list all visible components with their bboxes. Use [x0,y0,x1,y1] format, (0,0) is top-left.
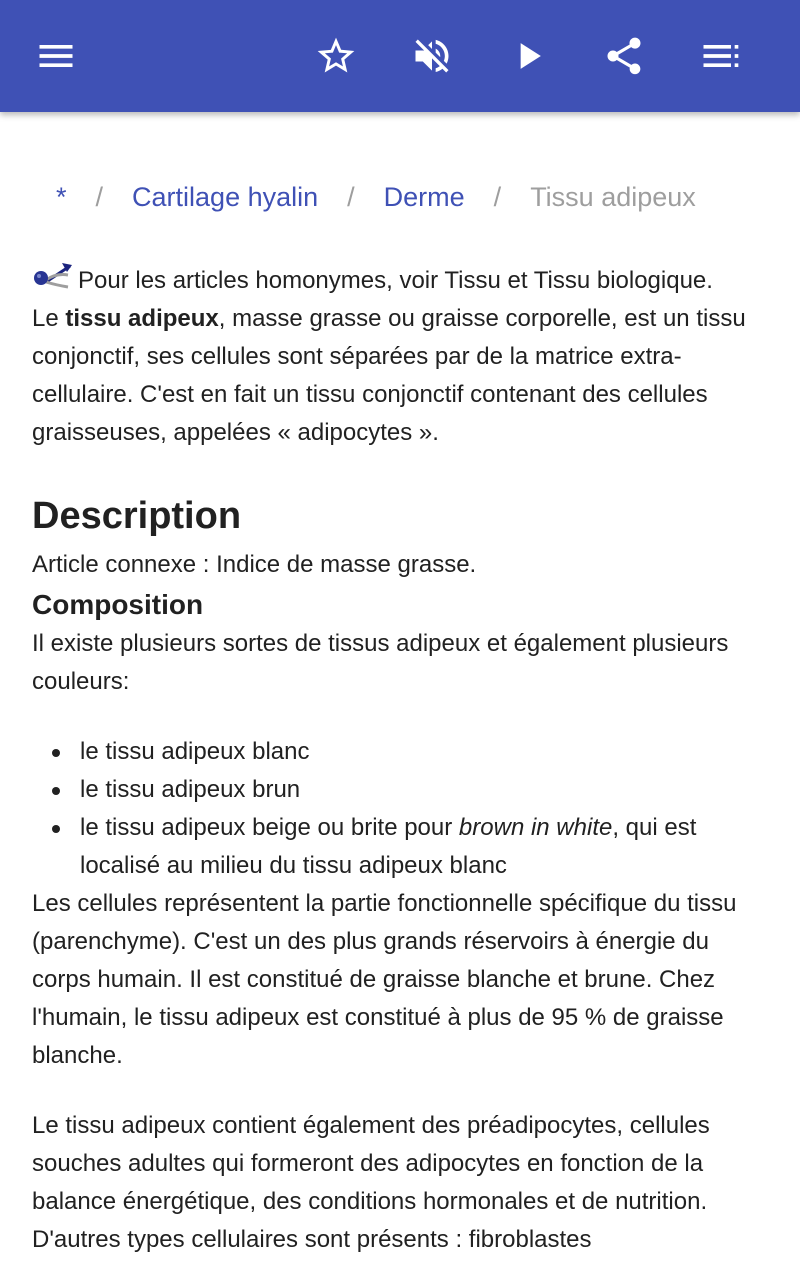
list-item: le tissu adipeux brun [32,771,772,809]
breadcrumb-item-root[interactable]: * [56,182,67,212]
share-button[interactable] [594,26,654,86]
share-icon [602,34,646,78]
subsection-heading-composition: Composition [32,589,204,620]
related-article: Article connexe : Indice de masse grasse. [32,551,477,578]
homonym-notice [32,260,772,300]
breadcrumb-separator: / [347,182,355,212]
intro-prefix: Le [32,305,66,332]
intro-paragraph [32,300,772,452]
play-icon [506,34,550,78]
list-item-text: le tissu adipeux beige ou brite pour [80,814,459,841]
breadcrumb [56,182,696,213]
breadcrumb-item-derme[interactable]: Derme [383,182,465,212]
paragraph-cells: Les cellules représentent la partie fonctionnelle spécifique du tissu (parenchyme). C'est un des plus grands réservoirs à énergie du corps humain. Il est constitué de graisse blanche et brune. Chez l'humain, le tissu adipeux est constitué à plus de 95 % de graisse blanche. [32,890,737,1069]
article-body [32,260,772,1259]
list-item-text: , qui est localisé au milieu du tissu adipeux blanc [80,814,697,879]
breadcrumb-item-cartilage[interactable]: Cartilage hyalin [132,182,319,212]
breadcrumb-item-current: Tissu adipeux [530,182,696,212]
play-button[interactable] [498,26,558,86]
homonym-text: Pour les articles homonymes, voir Tissu et Tissu biologique. [78,267,713,294]
disambiguation-icon [32,260,74,290]
composition-list [32,733,772,885]
breadcrumb-separator: / [95,182,104,212]
list-item-italic: brown in white [458,814,613,841]
menu-icon [34,34,78,78]
intro-term: tissu adipeux [65,305,219,332]
list-item: le tissu adipeux blanc [32,733,772,771]
menu-button[interactable] [26,26,86,86]
paragraph-gap [32,1075,772,1107]
section-heading-description: Description [32,495,242,537]
breadcrumb-separator: / [493,182,502,212]
paragraph-preadipocytes: Le tissu adipeux contient également des préadipocytes, cellules souches adultes qui formeront des adipocytes en fonction de la balance énergétique, des conditions hormonales et de nutrition. D'autres types cellulaires sont présents : fibroblastes [32,1112,710,1253]
intro-rest: , masse grasse ou graisse corporelle, est un tissu conjonctif, ses cellules sont séparées par de la matrice extra-cellulaire. C'est en fait un tissu conjonctif contenant des cellules graisseuses, appelées « adipocytes ». [32,305,746,446]
bookmark-button[interactable] [306,26,366,86]
volume-off-icon [410,34,454,78]
contents-button[interactable] [690,26,750,86]
playlist-icon [698,34,742,78]
app-toolbar [0,0,800,112]
composition-intro: Il existe plusieurs sortes de tissus adipeux et également plusieurs couleurs: [32,630,729,695]
star-outline-icon [314,34,358,78]
list-item [32,809,772,885]
mute-button[interactable] [402,26,462,86]
